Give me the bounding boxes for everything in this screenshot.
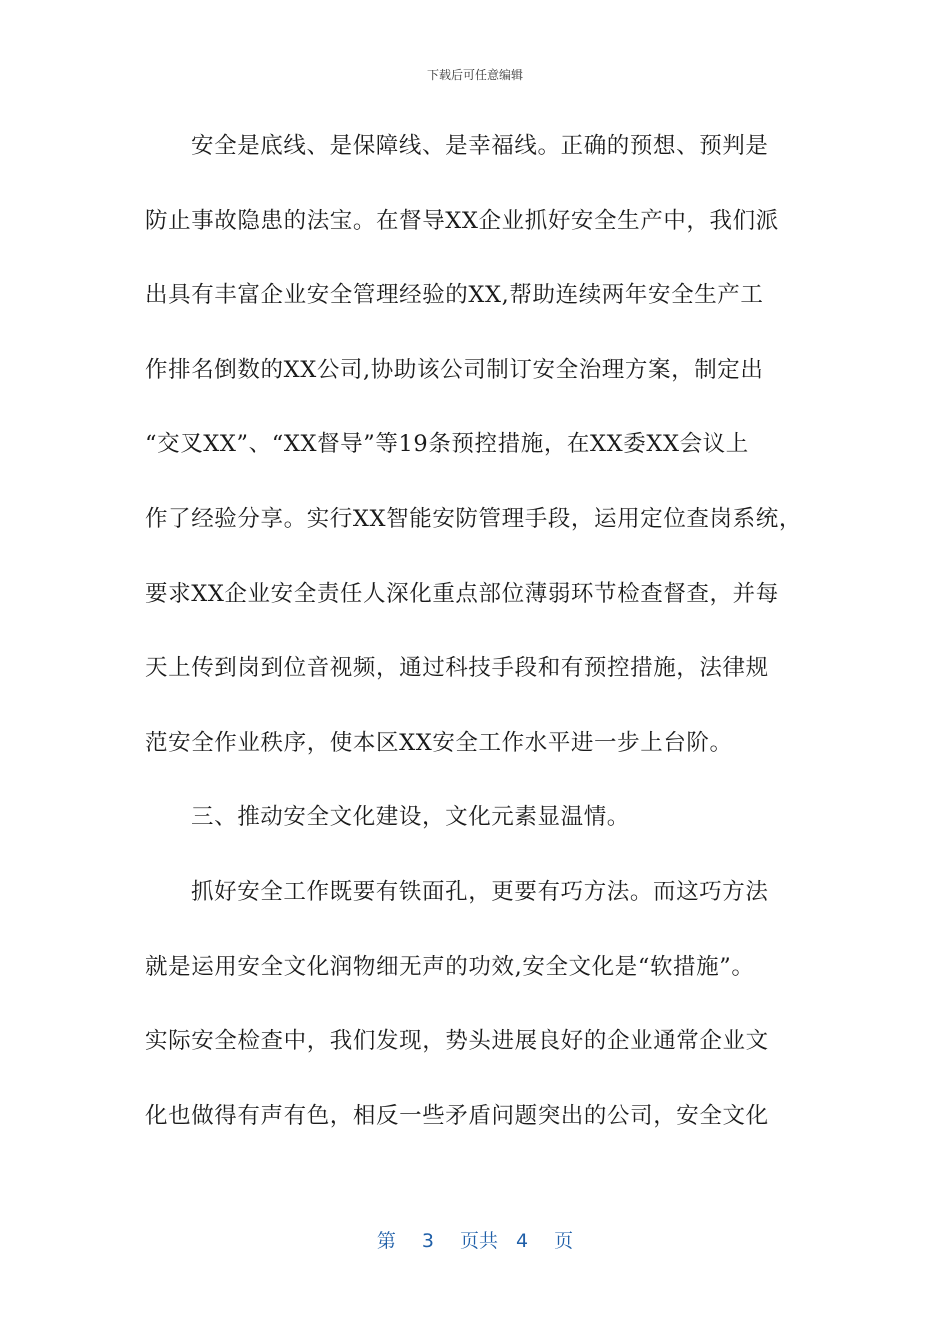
paragraph-line: 作排名倒数的XX公司,协助该公司制订安全治理方案，制定出 <box>145 356 764 383</box>
paragraph-line: “交叉XX”、“XX督导”等19条预控措施，在XX委XX会议上 <box>145 431 749 458</box>
paragraph-line: 安全是底线、是保障线、是幸福线。正确的预想、预判是 <box>191 133 769 159</box>
footer-middle: 页共 <box>459 1230 498 1252</box>
paragraph-line: 实际安全检查中，我们发现，势头进展良好的企业通常企业文 <box>145 1028 769 1055</box>
footer-suffix: 页 <box>554 1230 574 1252</box>
paragraph-line: 抓好安全工作既要有铁面孔，更要有巧方法。而这巧方法 <box>191 878 769 905</box>
footer-prefix: 第 <box>376 1230 396 1252</box>
current-page-number: 3 <box>421 1230 434 1252</box>
paragraph-line: 要求XX企业安全责任人深化重点部位薄弱环节检查督查，并每 <box>145 580 779 607</box>
paragraph-line: 天上传到岗到位音视频，通过科技手段和有预控措施，法律规 <box>145 655 769 682</box>
total-pages-number: 4 <box>516 1230 529 1252</box>
page-number-footer <box>0 1226 950 1253</box>
paragraph-line: 防止事故隐患的法宝。在督导XX企业抓好安全生产中，我们派 <box>145 207 779 234</box>
paragraph-line: 范安全作业秩序，使本区XX安全工作水平进一步上台阶。 <box>145 729 733 756</box>
page-header: 下载后可任意编辑 <box>426 68 523 82</box>
section-heading: 三、推动安全文化建设，文化元素显温情。 <box>191 804 630 831</box>
paragraph-line: 就是运用安全文化润物细无声的功效,安全文化是“软措施”。 <box>145 953 755 980</box>
paragraph-line: 作了经验分享。实行XX智能安防管理手段，运用定位查岗系统， <box>145 505 802 532</box>
paragraph-line: 化也做得有声有色，相反一些矛盾问题突出的公司，安全文化 <box>145 1102 769 1129</box>
paragraph-line: 出具有丰富企业安全管理经验的XX,帮助连续两年安全生产工 <box>145 282 764 309</box>
document-body <box>145 122 815 1166</box>
